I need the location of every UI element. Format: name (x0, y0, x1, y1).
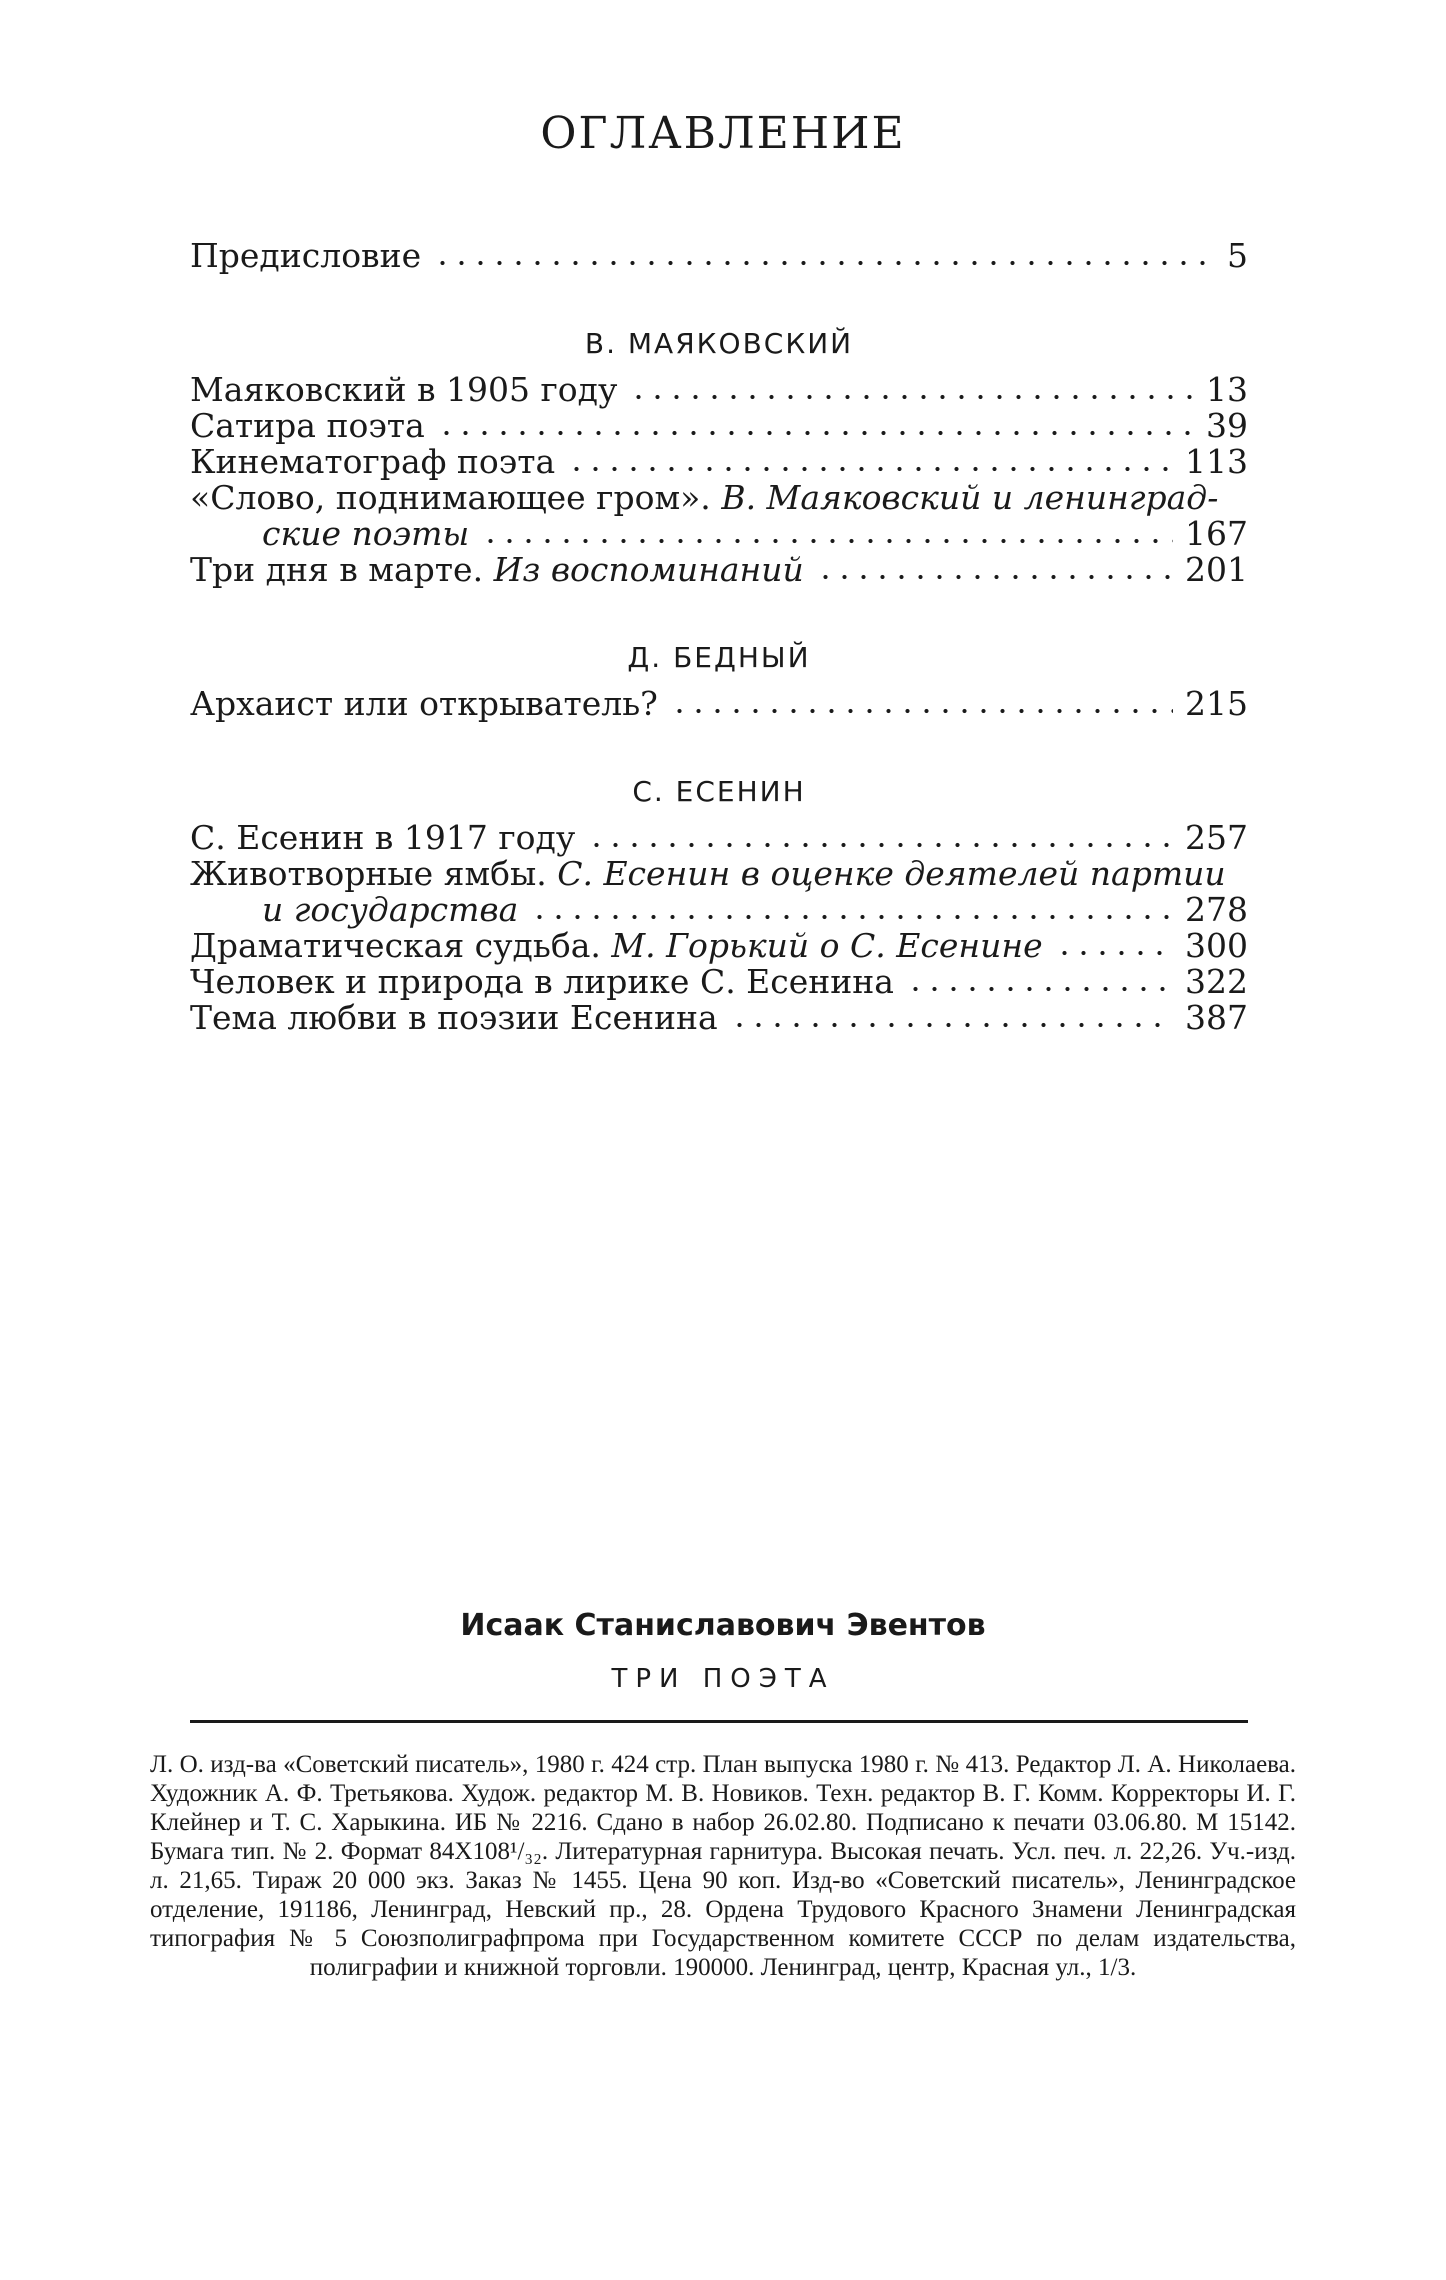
toc-entry-subtitle: и государства (262, 890, 519, 929)
toc-entry-title: Маяковский в 1905 году (190, 370, 618, 409)
toc-entry-page: 167 (1185, 514, 1248, 553)
dot-leader (629, 393, 1194, 401)
toc-entry-continuation (190, 892, 1248, 928)
toc-entry-title: Предисловие (190, 236, 422, 275)
toc-entry (190, 408, 1248, 444)
toc-entry-page: 39 (1206, 406, 1248, 445)
toc-entry-page: 215 (1185, 684, 1248, 723)
dot-leader (567, 465, 1173, 473)
toc-entry (190, 820, 1248, 856)
dot-leader (433, 259, 1215, 267)
toc-entry-title: «Слово, поднимающее гром». (190, 478, 711, 517)
toc-entry-subtitle: ские поэты (262, 514, 470, 553)
toc-entry-continuation (190, 516, 1248, 552)
toc-entry-multiline (190, 480, 1248, 516)
dot-leader (670, 707, 1173, 715)
toc-entry-page: 387 (1185, 998, 1248, 1037)
toc-entry (190, 964, 1248, 1000)
section-heading-mayakovsky: В. МАЯКОВСКИЙ (584, 327, 854, 360)
toc-entry-subtitle: Из воспоминаний (493, 550, 804, 589)
toc-entry-title-group (190, 928, 1043, 964)
toc-entry-preface (190, 238, 1248, 274)
toc-entry (190, 1000, 1248, 1036)
toc-entry-page: 278 (1185, 890, 1248, 929)
toc-entry-title: Драматическая судьба. (190, 926, 601, 965)
dot-leader (437, 429, 1194, 437)
toc-entry (190, 372, 1248, 408)
toc-entry-title: Три дня в марте. (190, 550, 484, 589)
page-title: ОГЛАВЛЕНИЕ (540, 108, 906, 159)
toc-entry-page: 322 (1185, 962, 1248, 1001)
toc-entry-title: С. Есенин в 1917 году (190, 818, 576, 857)
toc-entry (190, 686, 1248, 722)
toc-entry-title: Кинематограф поэта (190, 442, 556, 481)
author-name: Исаак Станиславович Эвентов (460, 1608, 986, 1643)
toc-entry (190, 552, 1248, 588)
toc-entry-page: 5 (1227, 236, 1248, 275)
toc-entry-page: 113 (1185, 442, 1248, 481)
dot-leader (530, 913, 1173, 921)
toc-entry-title: Человек и природа в лирике С. Есенина (190, 962, 894, 1001)
toc-entry-title: Тема любви в поэзии Есенина (190, 998, 718, 1037)
dot-leader (730, 1021, 1173, 1029)
toc-entry (190, 928, 1248, 964)
toc-entry-page: 201 (1185, 550, 1248, 589)
book-title: ТРИ ПОЭТА (611, 1664, 835, 1694)
toc-entry-subtitle: С. Есенин в оценке деятелей партии (557, 854, 1226, 893)
toc-entry-multiline (190, 856, 1248, 892)
toc-entry-title: Сатира поэта (190, 406, 425, 445)
section-heading-esenin: С. ЕСЕНИН (632, 775, 806, 808)
toc-entry-title-group (190, 552, 804, 588)
imprint-colophon: Л. О. изд-ва «Советский писатель», 1980 г. 424 стр. План выпуска 1980 г. № 413. Редактор Л. А. Николаева. Художник А. Ф. Третьякова. Худож. редактор М. В. Новиков. Техн. редактор В. Г. Комм. Корректоры И. Г. Клейнер и Т. С. Харыкина. ИБ № 2216. Сдано в набор 26.02.80. Подписано к печати 03.06.80. М 15142. Бумага тип. № 2. Формат 84X108¹/₃₂. Литературная гарнитура. Высокая печать. Усл. печ. л. 22,26. Уч.-изд. л. 21,65. Тираж 20 000 экз. Заказ № 1455. Цена 90 коп. Изд-во «Советский писатель», Ленинградское отделение, 191186, Ленинград, Невский пр., 28. Ордена Трудового Красного Знамени Ленинградская типография № 5 Союзполиграфпрома при Государственном комитете СССР по делам издательства, полиграфии и книжной торговли. 190000. Ленинград, центр, Красная ул., 1/3. (150, 1751, 1296, 1981)
dot-leader (587, 841, 1173, 849)
toc-entry-page: 13 (1206, 370, 1248, 409)
toc-entry (190, 444, 1248, 480)
divider-rule (190, 1720, 1248, 1723)
table-of-contents (190, 238, 1248, 1036)
dot-leader (481, 537, 1173, 545)
toc-entry-subtitle: В. Маяковский и ленинград- (721, 478, 1219, 517)
dot-leader (906, 985, 1173, 993)
toc-entry-page: 300 (1185, 926, 1248, 965)
toc-entry-title: Животворные ямбы. (190, 854, 547, 893)
dot-leader (816, 573, 1173, 581)
dot-leader (1055, 949, 1173, 957)
toc-entry-subtitle: М. Горький о С. Есенине (611, 926, 1043, 965)
section-heading-bedny: Д. БЕДНЫЙ (627, 641, 811, 674)
toc-entry-page: 257 (1185, 818, 1248, 857)
toc-entry-title: Архаист или открыватель? (190, 684, 658, 723)
